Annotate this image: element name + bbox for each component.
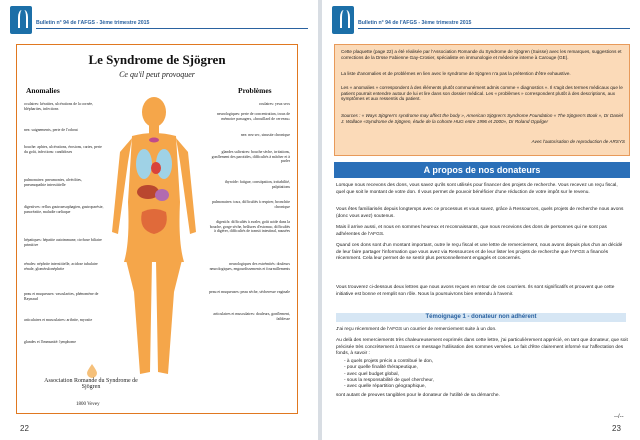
paragraph: Lorsque nous recevons des dons, vous savez qu'ils sont utilisés pour financer des projets de recherche. Vous recevez un reçu fiscal, quel que soit le montant de votre don. Il vous permet de pouvoir bénéficier d'une réduction de votre impôt sur le revenu. xyxy=(336,183,618,195)
header-rule-left xyxy=(36,28,308,29)
afgs-logo xyxy=(332,6,354,34)
paragraph: Vous êtes familiarisés depuis longtemps avec ce processus et vous savez, grâce à Ressources, quels projets de recherche nous avons (donc vous avez) soutenus. xyxy=(336,207,624,219)
list-item: - à quels projets précis a contribué le don, xyxy=(344,359,434,364)
anomaly-item: digestives: reflux gastroœsophagien, gastroparésie, pancréatite, maladie cœliaque xyxy=(24,205,104,214)
probleme-item: articulaires et musculaires: douleurs, gonflement, faiblesse xyxy=(213,312,290,321)
header-rule-right xyxy=(358,28,630,29)
paragraph: Mais il arrive aussi, et nous en sommes heureux et reconnaissants, que nous recevions des dons de personnes qui ne sont pas adhérentes de l'AFGS. xyxy=(336,225,607,237)
box-credit: Avec l'autorisation de reproduction de ARSYS xyxy=(531,139,625,144)
anomaly-item: nez: saignements, perte de l'odorat xyxy=(24,128,78,132)
anomaly-item: rénales: néphrite interstitielle, acidose tubulaire rénale, glomérulonéphrite xyxy=(24,262,98,271)
list-item: - avec quel budget global, xyxy=(344,371,399,377)
affectation-list xyxy=(344,359,624,390)
header-bulletin-right: Bulletin n° 94 de l'AFGS - 3ème trimestre 2015 xyxy=(358,20,472,26)
closing-line: sont autant de preuves tangibles pour le donateur de l'utilité de sa démarche. xyxy=(336,393,500,398)
paragraph: Vous trouverez ci-dessous deux lettres que nous avons reçues en retour de ces courriers. Ils sont significatifs et prouvent que cette initiative est bonne et remplit son rôle. Nous la poursuivrons bien entendu à l'avenir. xyxy=(336,285,615,297)
probleme-item: glandes salivaires: bouche sèche, irritations, gonflement des parotides, difficultés à mâcher et à parler xyxy=(211,150,290,164)
testimony-title: Témoignage 1 - donateur non adhérent xyxy=(336,313,626,322)
probleme-item: peau et muqueuses: peau sèche, sécheresse vaginale xyxy=(209,290,290,294)
box-sources: Sources : « Ways Sjögren's syndrome may affect the body », American Sjögren's Syndrome Foundation « The Sjögren's Book », Dr Daniel J. Wallace «Syndrome de Sjögren, étude de la cohorte HUG entre 1996 et 2000», Dr Roland Oppliger xyxy=(341,113,623,124)
anomaly-item: oculaires: kératites, ulcérations de la cornée, blépharites, infections xyxy=(24,102,94,111)
anomaly-item: glandes et l'immunité: lymphome xyxy=(24,340,77,344)
droplet-icon xyxy=(84,363,100,379)
probleme-item: digestifs: difficultés à avaler, goût acide dans la bouche, gorge sèche, brûlures d'estomac, difficultés à digérer, difficultés de transit intestinal, nausées xyxy=(209,220,290,234)
end-mark: --/-- xyxy=(614,414,624,420)
testimony-line: Au delà des remerciements très chaleureusement exprimés dans cette lettre, j'ai particulièrement apprécié, en tant que donateur, que soit précisée très concrètement à travers ce message l'utilisation des sommes versées. Le fait d'être clairement informé sur l'affectation des fonds, à savoir : xyxy=(336,338,628,356)
page-number-right: 23 xyxy=(612,424,621,433)
poster-title: Le Syndrome de Sjögren xyxy=(88,52,226,67)
probleme-item: neurologiques des extrémités: douleurs neurologiques, engourdissements et fourmillements xyxy=(209,262,290,271)
anomaly-item: articulaires et musculaires: arthrite, myosite xyxy=(24,318,93,322)
anomaly-item: pulmonaires: pneumonies, alvéolites, pneumopathie interstitielle xyxy=(24,178,82,187)
anomaly-item: hépatiques: hépatite autoimmune, cirrhose biliaire primitive xyxy=(24,238,102,247)
association-name: Association Romande du Syndrome de Sjögren xyxy=(44,378,138,390)
probleme-item: oculaires: yeux secs xyxy=(258,102,290,106)
list-item: - pour quelle finalité thérapeutique, xyxy=(344,365,418,371)
page-number-left: 22 xyxy=(20,424,29,433)
testimony-line: J'ai reçu récemment de l'AFGS un courrier de remerciement suite à un don. xyxy=(336,327,497,332)
poster-subtitle: Ce qu'il peut provoquer xyxy=(119,70,195,79)
box-list-note: La liste d'anomalies et de problèmes en lien avec le syndrome de Sjögren n'a pas la prétention d'être exhaustive. xyxy=(341,71,571,76)
afgs-logo xyxy=(10,6,32,34)
probleme-item: pulmonaires: toux, difficultés à respirer, bronchite chronique xyxy=(212,200,290,209)
header-bulletin-left: Bulletin n° 94 de l'AFGS - 3ème trimestre 2015 xyxy=(36,20,150,26)
anomaly-item: peau et muqueuses: vascularites, phénomène de Raynaud xyxy=(24,292,99,301)
problemes-heading: Problèmes xyxy=(238,86,272,95)
source-info-box xyxy=(334,44,630,156)
probleme-item: nez: nez sec, sinusite chronique xyxy=(240,133,290,137)
list-item: - avec quelle répartition géographique, xyxy=(344,384,426,390)
box-intro: Cette plaquette (page 22) a été réalisée par l'Association Romande du Syndrome de Sjögren (Suisse) avec les remarques, suggestions et corrections de la Drsse Fabienne Gay-Crosier, spécialiste en immunologie et médecine interne à Carouge (GE). xyxy=(341,49,622,60)
paragraph: Quand ces dons sont d'un montant important, outre le reçu fiscal et une lettre de remerciement, nous avons depuis plus d'un an décidé de leur faire partager l'information que vous avez via Ressources et de leur lister les projets de recherche que l'AFGS a financés récemment. Cela leur permet de se sentir plus personnellement engagés et concernés. xyxy=(336,243,623,261)
association-city: 1800 Vevey xyxy=(76,402,100,407)
human-body-illustration xyxy=(104,92,204,392)
list-item: - sous la responsabilité de quel chercheur, xyxy=(344,377,434,383)
probleme-item: thyroïde: fatigue, constipation, irritabilité, palpitations xyxy=(224,180,290,189)
box-anomalies-definition: Les « anomalies » correspondent à des éléments plutôt communément admis comme « diagnostics ». Il s'agit des termes médicaux que le patient pourrait entendre autour de lui et lire dans son dossier médical. Les « problèmes » correspondent plutôt à des descriptions, aux symptômes et aux ressentis du patient. xyxy=(341,85,623,102)
anomalies-heading: Anomalies xyxy=(26,86,60,95)
probleme-item: neurologiques: perte de concentration, trous de mémoire passagers, «brouillard de cerveau» xyxy=(216,112,290,121)
anomaly-item: bouche: aphtes, ulcérations, érosions, caries, perte du goût, infections: candidoses xyxy=(24,145,102,154)
section-title: A propos de nos donateurs xyxy=(334,162,630,178)
